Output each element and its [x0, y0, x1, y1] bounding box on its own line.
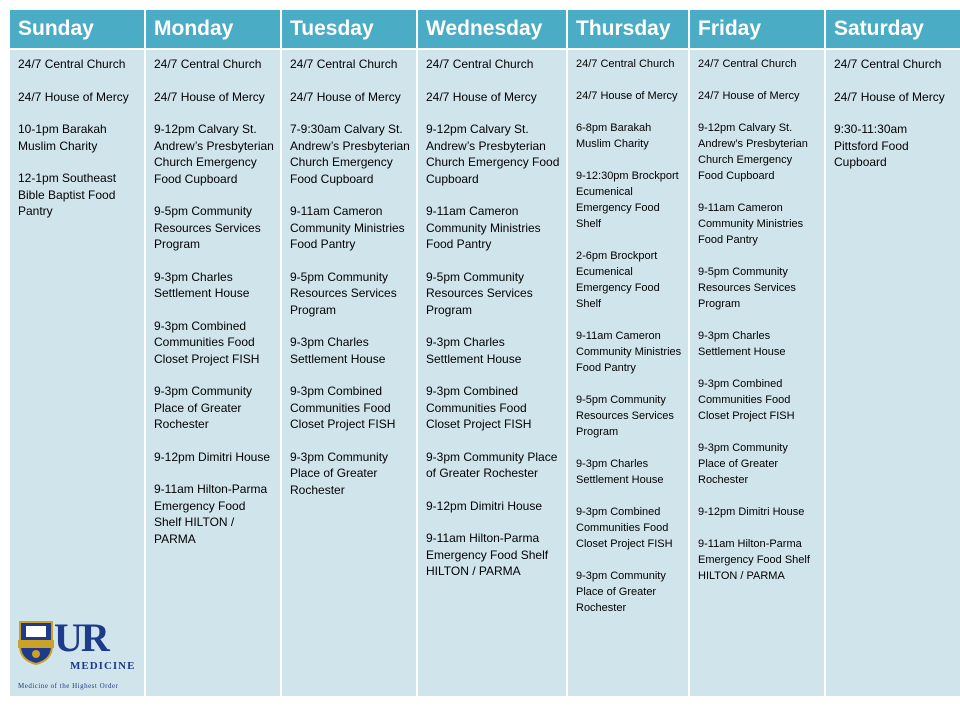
day-cell-saturday: [826, 50, 960, 696]
schedule-row: [10, 50, 960, 696]
schedule-entry: 9-3pm Combined Communities Food Closet Project FISH: [290, 384, 396, 431]
schedule-entry: 9-12pm Calvary St. Andrew’s Presbyterian Church Emergency Food Cupboard: [154, 122, 274, 186]
schedule-entry: 24/7 Central Church: [834, 57, 942, 71]
schedule-entry: 9-3pm Combined Communities Food Closet Project FISH: [576, 506, 673, 550]
schedule-entry: 24/7 House of Mercy: [290, 89, 401, 104]
schedule-entry: 7-9:30am Calvary St. Andrew’s Presbyterian Church Emergency Food Cupboard: [290, 122, 410, 186]
schedule-entry: 24/7 House of Mercy: [18, 89, 129, 104]
logo-tagline: Medicine of the Highest Order: [18, 682, 119, 690]
header-monday: Monday: [146, 10, 280, 48]
schedule-entry: 9-11am Cameron Community Ministries Food Pantry: [576, 330, 682, 374]
day-cell-monday: [146, 50, 280, 696]
schedule-entry: 9-5pm Community Resources Services Program: [154, 204, 261, 251]
schedule-entry: 9-3pm Community Place of Greater Rochester: [426, 449, 558, 480]
schedule-entry: 9-5pm Community Resources Services Program: [576, 394, 674, 438]
schedule-entry: 9-11am Cameron Community Ministries Food Pantry: [426, 204, 541, 251]
schedule-entry: 9-11am Hilton-Parma Emergency Food Shelf HILTON / PARMA: [154, 482, 268, 546]
day-cell-sunday: [10, 50, 144, 696]
schedule-entry: 24/7 House of Mercy: [154, 89, 265, 104]
schedule-entry: 9-3pm Charles Settlement House: [698, 330, 786, 358]
schedule-entry: 24/7 Central Church: [698, 58, 797, 70]
schedule-entry: 9-5pm Community Resources Services Program: [290, 269, 397, 317]
header-thursday: Thursday: [568, 10, 688, 48]
schedule-entry: 9-12pm Dimitri House: [154, 449, 271, 464]
schedule-entry: 9-3pm Charles Settlement House: [290, 335, 386, 366]
schedule-entry: 9-3pm Community Place of Greater Rochester: [698, 442, 788, 486]
schedule-entry: 9-3pm Community Place of Greater Rochester: [576, 570, 666, 614]
schedule-entry: 9-3pm Community Place of Greater Rochester: [154, 384, 253, 431]
schedule-entry: 24/7 Central Church: [426, 57, 534, 71]
logo-subtitle: MEDICINE: [70, 660, 136, 672]
schedule-entry: 24/7 Central Church: [290, 57, 398, 71]
day-cell-wednesday: [418, 50, 566, 696]
schedule-entry: 9-11am Cameron Community Ministries Food Pantry: [290, 204, 405, 251]
ur-medicine-logo: [14, 615, 142, 692]
schedule-entry: 24/7 House of Mercy: [576, 90, 678, 102]
weekly-schedule-table: [8, 8, 960, 698]
schedule-entry: 6-8pm Barakah Muslim Charity: [576, 122, 652, 150]
schedule-entry: 2-6pm Brockport Ecumenical Emergency Food Shelf: [576, 250, 660, 310]
day-cell-tuesday: [282, 50, 416, 696]
schedule-entry: 9-3pm Charles Settlement House: [154, 269, 250, 300]
schedule-entry: 9-3pm Combined Communities Food Closet Project FISH: [154, 318, 260, 366]
schedule-entry: 9-5pm Community Resources Services Program: [698, 266, 796, 310]
schedule-entry: 9-12pm Dimitri House: [426, 498, 543, 513]
schedule-entry: 9-3pm Community Place of Greater Rochester: [290, 449, 389, 497]
schedule-entry: 9:30-11:30am Pittsford Food Cupboard: [834, 122, 909, 169]
header-friday: Friday: [690, 10, 824, 48]
schedule-entry: 24/7 Central Church: [154, 57, 262, 71]
logo-wordmark: UR: [54, 615, 108, 660]
schedule-entry: 9-11am Cameron Community Ministries Food Pantry: [698, 202, 804, 246]
schedule-entry: 24/7 Central Church: [18, 57, 126, 71]
schedule-entry: 9-12pm Calvary St. Andrew’s Presbyterian Church Emergency Food Cupboard: [426, 122, 560, 186]
schedule-entry: 9-12:30pm Brockport Ecumenical Emergency Food Shelf: [576, 170, 679, 230]
schedule-entry: 9-11am Hilton-Parma Emergency Food Shelf HILTON / PARMA: [426, 531, 549, 578]
header-tuesday: Tuesday: [282, 10, 416, 48]
day-cell-thursday: [568, 50, 688, 696]
header-row: [10, 10, 960, 48]
schedule-entry: 9-5pm Community Resources Services Program: [426, 269, 533, 317]
day-cell-friday: [690, 50, 824, 696]
schedule-entry: 24/7 House of Mercy: [698, 90, 800, 102]
header-saturday: Saturday: [826, 10, 960, 48]
schedule-entry: 9-3pm Combined Communities Food Closet Project FISH: [426, 384, 532, 431]
schedule-entry: 12-1pm Southeast Bible Baptist Food Pantry: [18, 171, 117, 218]
schedule-entry: 24/7 House of Mercy: [426, 89, 537, 104]
schedule-entry: 9-3pm Combined Communities Food Closet Project FISH: [698, 378, 795, 422]
schedule-entry: 9-11am Hilton-Parma Emergency Food Shelf HILTON / PARMA: [698, 538, 810, 582]
schedule-entry: 9-3pm Charles Settlement House: [576, 458, 664, 486]
header-sunday: Sunday: [10, 10, 144, 48]
header-wednesday: Wednesday: [418, 10, 566, 48]
schedule-entry: 9-12pm Calvary St. Andrew’s Presbyterian Church Emergency Food Cupboard: [698, 122, 808, 182]
schedule-entry: 24/7 House of Mercy: [834, 89, 945, 104]
crest-icon: [18, 620, 54, 666]
schedule-entry: 10-1pm Barakah Muslim Charity: [18, 122, 107, 153]
schedule-entry: 9-12pm Dimitri House: [698, 506, 805, 518]
schedule-entry: 9-3pm Charles Settlement House: [426, 335, 522, 366]
schedule-entry: 24/7 Central Church: [576, 58, 675, 70]
